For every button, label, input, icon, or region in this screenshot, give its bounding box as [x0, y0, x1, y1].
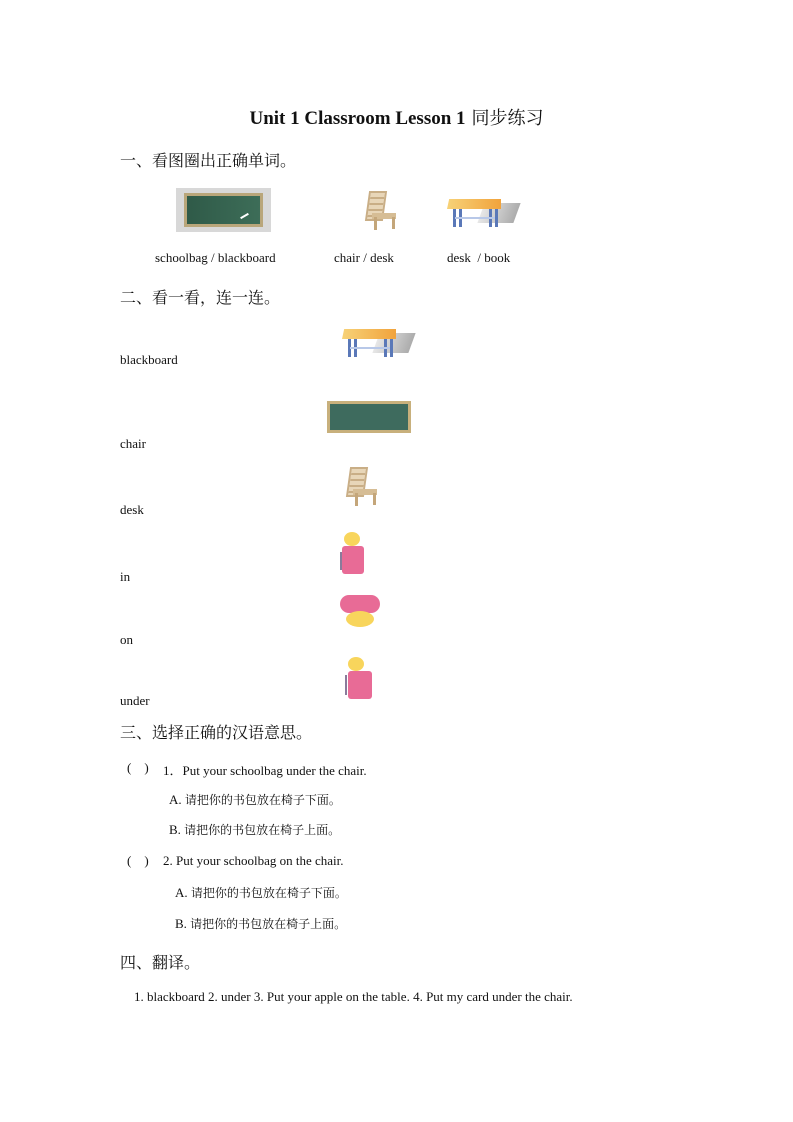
answer-bracket-1[interactable]: ( ): [127, 760, 149, 775]
match-picture-girl-behind-bag[interactable]: [336, 655, 386, 703]
question-number: 2.: [163, 853, 173, 868]
section-1-heading: 一、看图圈出正确单词。: [120, 151, 297, 170]
question-text: Put your schoolbag on the chair.: [176, 853, 344, 868]
section-3-heading: 三、选择正确的汉语意思。: [120, 723, 313, 742]
blackboard-picture: [176, 188, 271, 232]
match-word-chair[interactable]: chair: [120, 436, 146, 451]
section-2-heading: 二、看一看，连一连。: [120, 288, 281, 307]
match-picture-blackboard[interactable]: [327, 401, 411, 433]
answer-bracket-2[interactable]: ( ): [127, 853, 149, 868]
option-text: 请把你的书包放在椅子下面。: [184, 793, 341, 807]
match-picture-chair[interactable]: [345, 467, 379, 507]
option-label: A.: [169, 792, 182, 807]
desk-picture: [445, 197, 517, 233]
option-1b[interactable]: [169, 821, 340, 838]
option-text: 请把你的书包放在椅子上面。: [190, 917, 347, 931]
chair-picture: [364, 191, 398, 231]
word-choice-1[interactable]: schoolbag / blackboard: [155, 250, 276, 265]
question-2: [163, 853, 344, 869]
option-2b[interactable]: [175, 915, 346, 932]
option-label: B.: [169, 822, 181, 837]
option-label: A.: [175, 885, 188, 900]
page-title: [0, 104, 793, 130]
option-label: B.: [175, 916, 187, 931]
match-word-in[interactable]: in: [120, 569, 131, 584]
match-picture-girl-under-bag[interactable]: [336, 593, 386, 641]
question-text: Put your schoolbag under the chair.: [182, 763, 367, 778]
match-picture-girl-in-bag[interactable]: [332, 530, 382, 578]
translation-items: 1. blackboard 2. under 3. Put your apple on the table. 4. Put my card under the chair.: [134, 989, 573, 1004]
match-word-blackboard[interactable]: blackboard: [120, 352, 178, 367]
question-number: 1．: [163, 763, 183, 778]
word-choice-3[interactable]: desk / book: [447, 250, 511, 265]
word-choice-2[interactable]: chair / desk: [334, 250, 394, 265]
match-word-desk[interactable]: desk: [120, 502, 144, 517]
match-word-under[interactable]: under: [120, 693, 150, 708]
match-picture-desk[interactable]: [340, 327, 412, 363]
option-1a[interactable]: [169, 791, 341, 808]
option-text: 请把你的书包放在椅子上面。: [184, 823, 341, 837]
match-word-on[interactable]: on: [120, 632, 133, 647]
title-chinese: 同步练习: [471, 108, 544, 129]
section-4-heading: 四、翻译。: [120, 953, 201, 972]
option-2a[interactable]: [175, 884, 347, 901]
question-1: [163, 760, 367, 779]
option-text: 请把你的书包放在椅子下面。: [190, 886, 347, 900]
title-english: Unit 1 Classroom Lesson 1: [249, 108, 466, 129]
